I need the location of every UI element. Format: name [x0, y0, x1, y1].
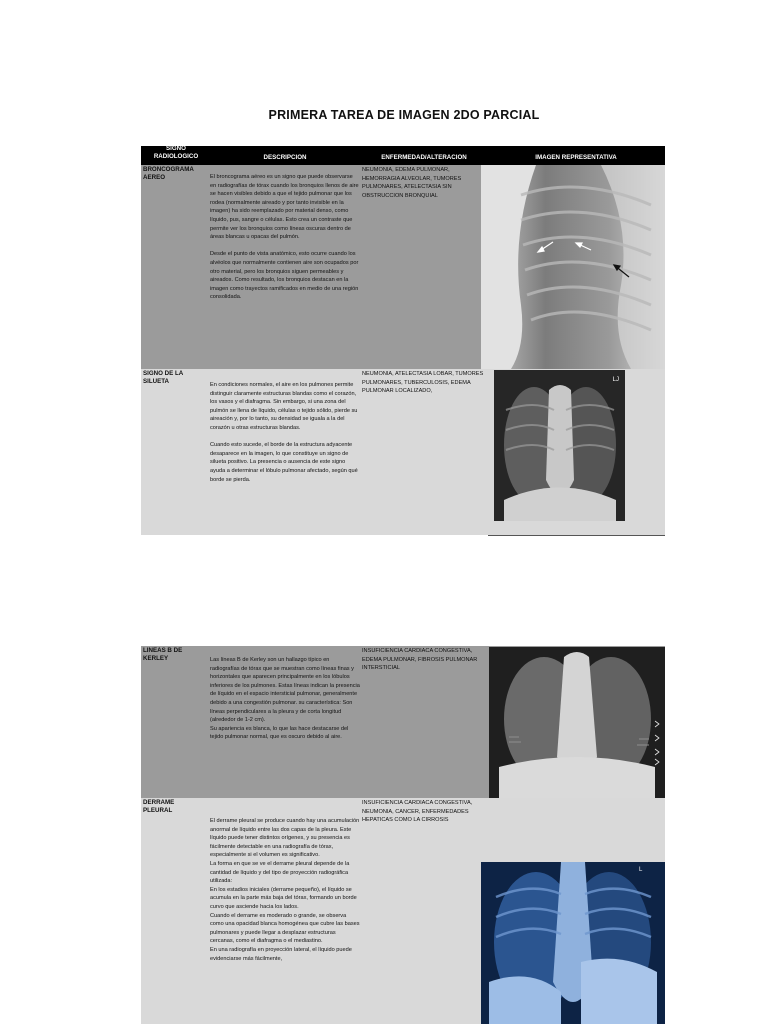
header-signo: SIGNO RADIOLOGICO: [153, 145, 199, 160]
xray-lateral-image: [481, 165, 665, 369]
row-sign: SIGNO DE LA SILUETA: [143, 370, 183, 385]
table-row: [141, 165, 665, 369]
xray-effusion-image: [481, 862, 665, 1024]
header-descripcion: DESCRIPCION: [263, 154, 307, 161]
row-description: El derrame pleural se produce cuando hay una acumulación anormal de líquido entre las dos capas de la pleura. Este líquido puede tener distintos orígenes, y su presencia es fácilmente detectable en una radiografía de tórax, especialmente si el volumen es significativo. La forma en que se ve el derrame pleural depende de la cantidad de líquido y del tipo de proyección radiográfica utilizada: En los estadios iniciales (derrame pequeño), el líquido se acumula en la parte más baja del tórax, formando un borde curvo que asciende hacia los lados. Cuando el derrame es moderado o grande, se observa como una opacidad blanca homogénea que cubre las bases pulmonares y puede llegar a desplazar estructuras cercanas, como el diafragma o el mediastino. En una radiografía en proyección lateral, el líquido puede evidenciarse más fácilmente,: [210, 818, 360, 962]
xray-effusion-svg: [481, 862, 665, 1024]
xray-kerley-svg: [489, 647, 665, 798]
divider: [488, 535, 665, 536]
xray-pa-image: [494, 370, 625, 521]
table-row: [141, 646, 665, 798]
row-description: El broncograma aéreo es un signo que puede observarse en radiografías de tórax cuando los bronquios llenos de aire se hacen visibles debido a que el tejido pulmonar que los rodea (normalmente aireado y por tanto invisible en la imagen) ha sido reemplazado por material denso, como líquido, pus, sangre o células. Esto crea un contraste que permite ver los bronquios como líneas oscuras dentro de áreas blancas u opacas del pulmón. Desde el punto de vista anatómico, esto ocurre cuando los alvéolos que normalmente contienen aire son ocupados por otro material, pero los bronquios siguen permeables y aireados. Como resultado, los bronquios destacan en la imagen como trayectos ramificados en medio de una región consolidada.: [210, 174, 359, 301]
xray-mark-label: LJ: [612, 377, 619, 383]
xray-pa-svg: [494, 370, 625, 521]
header-imagen: IMAGEN REPRESENTATIVA: [535, 154, 617, 161]
page-title: PRIMERA TAREA DE IMAGEN 2DO PARCIAL: [268, 108, 540, 122]
table-header: [141, 146, 665, 165]
row-sign: BRONCOGRAMA AEREO: [143, 166, 194, 181]
xray-mark-label: L: [639, 867, 643, 873]
row-description: Las líneas B de Kerley son un hallazgo típico en radiografías de tórax que se muestran como líneas finas y horizontales que aparecen principalmente en los lóbulos inferiores de los pulmones. Estas líneas indican la presencia de líquido en el espacio intersticial pulmonar, generalmente debido a una congestión pulmonar. su característica: Son líneas perpendiculares a la pleura y de corta longitud (alrededor de 1-2 cm). Su apariencia es blanca, lo que las hace destacarse del tejido pulmonar normal, que es oscuro debido al aire.: [210, 657, 360, 741]
row-disease: INSUFICIENCIA CARDIACA CONGESTIVA, NEUMONIA, CANCER, ENFERMEDADES HEPATICAS COMO LA CIRROSIS: [362, 800, 473, 824]
table-row: [141, 369, 665, 535]
table-row: [141, 798, 665, 1024]
row-sign: LINEAS B DE KERLEY: [143, 647, 183, 662]
row-description: En condiciones normales, el aire en los pulmones permite distinguir claramente estructuras blandas como el corazón, los vasos y el diafragma. Sin embargo, si una zona del pulmón se llena de líquido, células o tejido sólido, pierde su aireación y, por lo tanto, su densidad se iguala a la del corazón u otras estructuras blandas. Cuando esto sucede, el borde de la estructura adyacente desaparece en la imagen, lo que constituye un signo de silueta positivo. La presencia o ausencia de este signo ayuda a determinar el lóbulo pulmonar afectado, según qué borde se pierda.: [210, 382, 358, 483]
xray-lateral-svg: [481, 165, 665, 369]
row-disease: NEUMONIA, EDEMA PULMONAR, HEMORRAGIA ALVEOLAR, TUMORES PULMONARES, ATELECTASIA SIN OBSTRUCCION BRONQUIAL: [362, 167, 462, 199]
row-disease: NEUMONIA, ATELECTASIA LOBAR, TUMORES PULMONARES, TUBERCULOSIS, EDEMA PULMONAR LOCALIZADO,: [362, 371, 484, 395]
header-enfermedad: ENFERMEDAD/ALTERACION: [381, 154, 467, 161]
row-sign: DERRAME PLEURAL: [143, 799, 175, 814]
xray-kerley-image: [489, 647, 665, 798]
row-disease: INSUFICIENCIA CARDIACA CONGESTIVA, EDEMA PULMONAR, FIBROSIS PULMONAR INTERSTICIAL: [362, 648, 478, 672]
